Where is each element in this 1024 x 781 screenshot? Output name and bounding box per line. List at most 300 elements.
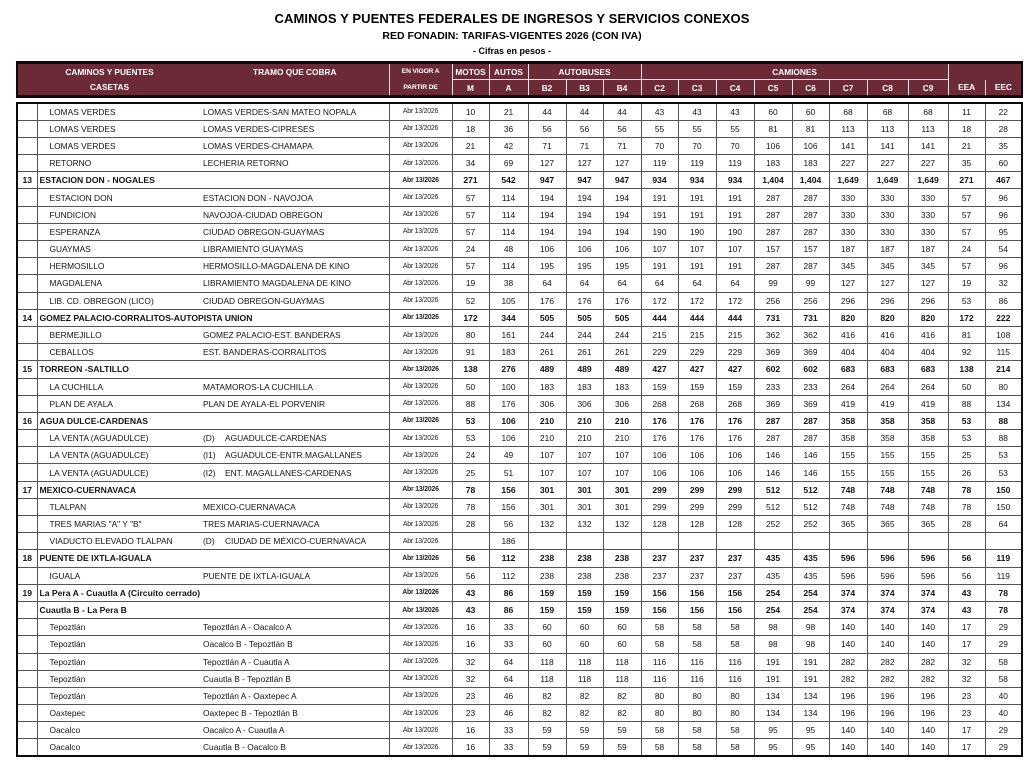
tariff-A: 186 bbox=[489, 533, 528, 550]
tariff-EEA: 17 bbox=[948, 739, 985, 756]
tariff-EEC: 29 bbox=[985, 722, 1022, 739]
tariff-C9: 358 bbox=[908, 412, 948, 429]
tramo-name: ENT. MAGALLANES-CARDENAS bbox=[223, 464, 389, 481]
section-number bbox=[17, 670, 37, 687]
tariff-C9: 683 bbox=[908, 361, 948, 378]
header-caminos-y-puentes: CAMINOS Y PUENTES bbox=[17, 63, 201, 80]
tariff-C3: 55 bbox=[678, 120, 716, 137]
tariff-B4: 159 bbox=[603, 601, 641, 618]
caseta-row bbox=[17, 705, 1022, 722]
caseta-row bbox=[17, 739, 1022, 756]
effective-date: Abr 13/2026 bbox=[389, 636, 452, 653]
caseta-row bbox=[17, 344, 1022, 361]
tariff-C9: 748 bbox=[908, 498, 948, 515]
section-number: 15 bbox=[17, 361, 37, 378]
tariff-B3: 60 bbox=[566, 619, 603, 636]
tariff-C7: 820 bbox=[829, 309, 867, 326]
tariff-B2: 44 bbox=[528, 103, 566, 120]
tariff-C9: 227 bbox=[908, 155, 948, 172]
caseta-name: Tepoztlán bbox=[37, 636, 201, 653]
caseta-name: TLALPAN bbox=[37, 498, 201, 515]
tariff-C4: 215 bbox=[716, 326, 754, 343]
header-eec: EEC bbox=[985, 80, 1022, 97]
caseta-name: Tepoztlán bbox=[37, 619, 201, 636]
tariff-EEA: 53 bbox=[948, 292, 985, 309]
tariff-C3: 80 bbox=[678, 687, 716, 704]
caseta-name: CEBALLOS bbox=[37, 344, 201, 361]
tariff-C5: 99 bbox=[754, 275, 792, 292]
section-row bbox=[17, 309, 1022, 326]
tariff-C9: 140 bbox=[908, 619, 948, 636]
tariff-M: 57 bbox=[452, 189, 489, 206]
tariff-B3: 44 bbox=[566, 103, 603, 120]
section-number bbox=[17, 326, 37, 343]
tariff-C4: 80 bbox=[716, 705, 754, 722]
tariff-B3: 238 bbox=[566, 567, 603, 584]
tariff-B3: 127 bbox=[566, 155, 603, 172]
tariff-C2: 43 bbox=[641, 103, 678, 120]
tariff-B2: 71 bbox=[528, 137, 566, 154]
tariff-A: 105 bbox=[489, 292, 528, 309]
tariff-EEA: 56 bbox=[948, 550, 985, 567]
tariff-C5: 287 bbox=[754, 189, 792, 206]
tariff-C3: 268 bbox=[678, 395, 716, 412]
units-note: - Cifras en pesos - bbox=[472, 46, 552, 56]
tariff-C7: 227 bbox=[829, 155, 867, 172]
caseta-row bbox=[17, 653, 1022, 670]
tariff-C8: 820 bbox=[867, 309, 908, 326]
tariff-B3: 183 bbox=[566, 378, 603, 395]
tariff-C2: 191 bbox=[641, 189, 678, 206]
tariff-C7: 419 bbox=[829, 395, 867, 412]
tariff-B3: 306 bbox=[566, 395, 603, 412]
tariff-B2: 210 bbox=[528, 412, 566, 429]
tariff-C8: 748 bbox=[867, 498, 908, 515]
tariff-C3: 934 bbox=[678, 172, 716, 189]
tariff-C7: 187 bbox=[829, 241, 867, 258]
tariff-B3: 82 bbox=[566, 687, 603, 704]
tariff-B2: 947 bbox=[528, 172, 566, 189]
tariff-B4: 183 bbox=[603, 378, 641, 395]
tariff-EEA: 50 bbox=[948, 378, 985, 395]
tariff-B3: 56 bbox=[566, 120, 603, 137]
caseta-name: LOMAS VERDES bbox=[37, 137, 201, 154]
tariff-C2: 176 bbox=[641, 430, 678, 447]
tariff-EEA: 53 bbox=[948, 412, 985, 429]
tariff-C9: 264 bbox=[908, 378, 948, 395]
section-number: 13 bbox=[17, 172, 37, 189]
tramo-name: Tepoztlán A - Oaxtepec A bbox=[201, 687, 389, 704]
effective-date: Abr 13/2026 bbox=[389, 309, 452, 326]
tariff-B2: 82 bbox=[528, 687, 566, 704]
tramo-name: Oaxtepec B - Tepoztlán B bbox=[201, 705, 389, 722]
tariff-C4: 427 bbox=[716, 361, 754, 378]
caseta-row bbox=[17, 636, 1022, 653]
tariff-C7: 345 bbox=[829, 258, 867, 275]
tariff-C9: 140 bbox=[908, 739, 948, 756]
caseta-name: Oaxtepec bbox=[37, 705, 201, 722]
tariff-EEA: 138 bbox=[948, 361, 985, 378]
section-title: TORREON -SALTILLO bbox=[37, 361, 389, 378]
tariff-EEC: 53 bbox=[985, 447, 1022, 464]
tariff-EEA: 81 bbox=[948, 326, 985, 343]
tariff-EEC: 29 bbox=[985, 739, 1022, 756]
tariff-C2: 64 bbox=[641, 275, 678, 292]
tariff-C4: 80 bbox=[716, 687, 754, 704]
tariff-C4: 107 bbox=[716, 241, 754, 258]
tariff-C7: 155 bbox=[829, 464, 867, 481]
tariff-C4: 176 bbox=[716, 430, 754, 447]
section-number bbox=[17, 567, 37, 584]
tariff-C9: 416 bbox=[908, 326, 948, 343]
tariff-M: 57 bbox=[452, 223, 489, 240]
tariff-C8: 196 bbox=[867, 687, 908, 704]
tariff-M: 52 bbox=[452, 292, 489, 309]
tariff-M: 28 bbox=[452, 516, 489, 533]
tariff-C7: 404 bbox=[829, 344, 867, 361]
tramo-name: Oacalco B - Tepoztlán B bbox=[201, 636, 389, 653]
tariff-C3: 64 bbox=[678, 275, 716, 292]
tariff-B3: 107 bbox=[566, 447, 603, 464]
tariff-B2: 261 bbox=[528, 344, 566, 361]
tariff-C7: 365 bbox=[829, 516, 867, 533]
tariff-C2: 58 bbox=[641, 739, 678, 756]
tariff-EEA bbox=[948, 533, 985, 550]
section-number bbox=[17, 705, 37, 722]
tramo-name: MEXICO-CUERNAVACA bbox=[201, 498, 389, 515]
tariff-C8: 140 bbox=[867, 722, 908, 739]
tariff-C9: 596 bbox=[908, 567, 948, 584]
tariff-C2: 107 bbox=[641, 241, 678, 258]
section-row bbox=[17, 481, 1022, 498]
tariff-A: 38 bbox=[489, 275, 528, 292]
tariff-EEC: 35 bbox=[985, 137, 1022, 154]
tariff-B3: 60 bbox=[566, 636, 603, 653]
section-number bbox=[17, 241, 37, 258]
tariff-EEC: 54 bbox=[985, 241, 1022, 258]
tariff-C9: 404 bbox=[908, 344, 948, 361]
header-c5: C5 bbox=[754, 80, 792, 97]
tariff-EEA: 23 bbox=[948, 705, 985, 722]
tariff-B3: 118 bbox=[566, 670, 603, 687]
tariff-B4: 106 bbox=[603, 241, 641, 258]
tariff-C4: 191 bbox=[716, 258, 754, 275]
tariff-B3: 159 bbox=[566, 584, 603, 601]
tariff-C9: 296 bbox=[908, 292, 948, 309]
tramo-name: GOMEZ PALACIO-EST. BANDERAS bbox=[201, 326, 389, 343]
tariff-C7: 155 bbox=[829, 447, 867, 464]
tariff-A: 114 bbox=[489, 223, 528, 240]
header-blank bbox=[948, 63, 1022, 80]
tariff-C3: 116 bbox=[678, 653, 716, 670]
tariff-B2: 306 bbox=[528, 395, 566, 412]
tariff-C2: 80 bbox=[641, 687, 678, 704]
tariff-C4: 190 bbox=[716, 223, 754, 240]
tariff-M: 50 bbox=[452, 378, 489, 395]
effective-date: Abr 13/2026 bbox=[389, 481, 452, 498]
tariff-B4: 107 bbox=[603, 447, 641, 464]
tariff-B4: 301 bbox=[603, 481, 641, 498]
tariff-EEC: 78 bbox=[985, 601, 1022, 618]
tariff-C6: 99 bbox=[792, 275, 829, 292]
effective-date: Abr 13/2026 bbox=[389, 155, 452, 172]
tariff-B4: 194 bbox=[603, 206, 641, 223]
tariff-B2: 238 bbox=[528, 550, 566, 567]
tariff-C2: 119 bbox=[641, 155, 678, 172]
tariff-A: 48 bbox=[489, 241, 528, 258]
tariff-C3: 191 bbox=[678, 206, 716, 223]
tariff-C7: 330 bbox=[829, 206, 867, 223]
section-number bbox=[17, 722, 37, 739]
tramo-name: PLAN DE AYALA-EL PORVENIR bbox=[201, 395, 389, 412]
tramo-name: PUENTE DE IXTLA-IGUALA bbox=[201, 567, 389, 584]
tariff-M bbox=[452, 533, 489, 550]
tariff-C6: 81 bbox=[792, 120, 829, 137]
caseta-row bbox=[17, 206, 1022, 223]
tariff-C9: 419 bbox=[908, 395, 948, 412]
tariff-C9: 330 bbox=[908, 189, 948, 206]
tariff-B4: 210 bbox=[603, 412, 641, 429]
caseta-row bbox=[17, 430, 1022, 447]
tariff-C3: 106 bbox=[678, 464, 716, 481]
tariff-EEA: 78 bbox=[948, 498, 985, 515]
tariff-EEC bbox=[985, 533, 1022, 550]
tariff-EEA: 56 bbox=[948, 567, 985, 584]
tariff-B4 bbox=[603, 533, 641, 550]
tariff-C2: 191 bbox=[641, 258, 678, 275]
tariff-C7: 113 bbox=[829, 120, 867, 137]
tariff-A: 112 bbox=[489, 550, 528, 567]
tariff-C5: 435 bbox=[754, 567, 792, 584]
tariff-C5: 512 bbox=[754, 481, 792, 498]
tariff-EEA: 35 bbox=[948, 155, 985, 172]
tariff-EEA: 17 bbox=[948, 636, 985, 653]
tariff-B4: 107 bbox=[603, 464, 641, 481]
tariff-EEC: 22 bbox=[985, 103, 1022, 120]
caseta-row bbox=[17, 722, 1022, 739]
section-number bbox=[17, 258, 37, 275]
tariff-A: 64 bbox=[489, 670, 528, 687]
tariff-C2: 70 bbox=[641, 137, 678, 154]
tariff-C9: 596 bbox=[908, 550, 948, 567]
tariff-C9: 140 bbox=[908, 722, 948, 739]
tariff-C6: 183 bbox=[792, 155, 829, 172]
section-title: PUENTE DE IXTLA-IGUALA bbox=[37, 550, 389, 567]
tariff-EEA: 78 bbox=[948, 481, 985, 498]
tariff-EEA: 17 bbox=[948, 619, 985, 636]
tariff-C8: 365 bbox=[867, 516, 908, 533]
tariff-C8: 140 bbox=[867, 619, 908, 636]
tramo-name: Oacalco A - Cuautla A bbox=[201, 722, 389, 739]
tariff-C7: 68 bbox=[829, 103, 867, 120]
effective-date: Abr 13/2026 bbox=[389, 687, 452, 704]
tariff-C3: 237 bbox=[678, 550, 716, 567]
tariff-C9: 155 bbox=[908, 447, 948, 464]
caseta-row bbox=[17, 292, 1022, 309]
header-c3: C3 bbox=[678, 80, 716, 97]
tariff-table-header bbox=[16, 61, 1023, 98]
section-row bbox=[17, 601, 1022, 618]
tariff-C2: 191 bbox=[641, 206, 678, 223]
tariff-C6: 98 bbox=[792, 619, 829, 636]
tariff-C3: 156 bbox=[678, 601, 716, 618]
tariff-EEA: 21 bbox=[948, 137, 985, 154]
caseta-row bbox=[17, 378, 1022, 395]
tariff-EEC: 108 bbox=[985, 326, 1022, 343]
tariff-M: 57 bbox=[452, 206, 489, 223]
tariff-C7: 196 bbox=[829, 705, 867, 722]
tariff-C6: 512 bbox=[792, 498, 829, 515]
tramo-name: MATAMOROS-LA CUCHILLA bbox=[201, 378, 389, 395]
tariff-C6: 287 bbox=[792, 412, 829, 429]
tariff-B2: 301 bbox=[528, 498, 566, 515]
effective-date: Abr 13/2026 bbox=[389, 326, 452, 343]
tariff-EEA: 57 bbox=[948, 223, 985, 240]
tariff-B4: 244 bbox=[603, 326, 641, 343]
tariff-M: 91 bbox=[452, 344, 489, 361]
tariff-C5: 287 bbox=[754, 412, 792, 429]
header-b3: B3 bbox=[566, 80, 603, 97]
tramo-name: LOMAS VERDES-SAN MATEO NOPALA bbox=[201, 103, 389, 120]
tramo-name: NAVOJOA-CIUDAD OBREGON bbox=[201, 206, 389, 223]
caseta-name: LOMAS VERDES bbox=[37, 103, 201, 120]
tariff-A: 51 bbox=[489, 464, 528, 481]
tariff-B3: 244 bbox=[566, 326, 603, 343]
section-number: 14 bbox=[17, 309, 37, 326]
tariff-C4: 106 bbox=[716, 447, 754, 464]
caseta-name: Tepoztlán bbox=[37, 670, 201, 687]
caseta-name: LA CUCHILLA bbox=[37, 378, 201, 395]
section-number bbox=[17, 120, 37, 137]
tramo-name: HERMOSILLO-MAGDALENA DE KINO bbox=[201, 258, 389, 275]
tariff-C5: 157 bbox=[754, 241, 792, 258]
tariff-B2: 127 bbox=[528, 155, 566, 172]
tariff-C3: 190 bbox=[678, 223, 716, 240]
tariff-C9: 141 bbox=[908, 137, 948, 154]
caseta-row bbox=[17, 223, 1022, 240]
tariff-M: 56 bbox=[452, 550, 489, 567]
tariff-B2: 107 bbox=[528, 447, 566, 464]
tariff-C4: 58 bbox=[716, 739, 754, 756]
tariff-M: 10 bbox=[452, 103, 489, 120]
tariff-EEC: 96 bbox=[985, 258, 1022, 275]
tariff-C6: 287 bbox=[792, 223, 829, 240]
tariff-A: 86 bbox=[489, 584, 528, 601]
tramo-name: CIUDAD DE MÉXICO-CUERNAVACA bbox=[223, 533, 389, 550]
tariff-C9: 330 bbox=[908, 206, 948, 223]
tariff-C7: 358 bbox=[829, 430, 867, 447]
tariff-B2: 159 bbox=[528, 601, 566, 618]
effective-date: Abr 13/2026 bbox=[389, 567, 452, 584]
tariff-B2: 132 bbox=[528, 516, 566, 533]
tariff-A: 156 bbox=[489, 498, 528, 515]
tariff-C4: 119 bbox=[716, 155, 754, 172]
section-row bbox=[17, 584, 1022, 601]
tariff-C4: 156 bbox=[716, 601, 754, 618]
tariff-C2: 427 bbox=[641, 361, 678, 378]
tariff-C9: 748 bbox=[908, 481, 948, 498]
caseta-row bbox=[17, 326, 1022, 343]
tariff-C9: 113 bbox=[908, 120, 948, 137]
tariff-B2: 176 bbox=[528, 292, 566, 309]
tariff-EEC: 134 bbox=[985, 395, 1022, 412]
section-number bbox=[17, 516, 37, 533]
tariff-A: 344 bbox=[489, 309, 528, 326]
tariff-A: 100 bbox=[489, 378, 528, 395]
tariff-M: 78 bbox=[452, 498, 489, 515]
tramo-name: LIBRAMIENTO MAGDALENA DE KINO bbox=[201, 275, 389, 292]
tariff-C7: 374 bbox=[829, 601, 867, 618]
tariff-B4: 60 bbox=[603, 619, 641, 636]
tariff-C6 bbox=[792, 533, 829, 550]
tariff-B4: 44 bbox=[603, 103, 641, 120]
tariff-A: 276 bbox=[489, 361, 528, 378]
section-number bbox=[17, 189, 37, 206]
tariff-B4: 195 bbox=[603, 258, 641, 275]
tariff-C8: 330 bbox=[867, 206, 908, 223]
tariff-C7: 683 bbox=[829, 361, 867, 378]
caseta-row bbox=[17, 619, 1022, 636]
section-number bbox=[17, 739, 37, 756]
tariff-EEA: 11 bbox=[948, 103, 985, 120]
caseta-name: PLAN DE AYALA bbox=[37, 395, 201, 412]
tariff-EEC: 119 bbox=[985, 567, 1022, 584]
tariff-C4: 106 bbox=[716, 464, 754, 481]
tariff-B3: 301 bbox=[566, 481, 603, 498]
tariff-C6: 602 bbox=[792, 361, 829, 378]
tariff-C6: 369 bbox=[792, 344, 829, 361]
caseta-name: GUAYMAS bbox=[37, 241, 201, 258]
tariff-C5: 134 bbox=[754, 687, 792, 704]
section-number bbox=[17, 653, 37, 670]
tariff-M: 16 bbox=[452, 636, 489, 653]
tariff-C3: 444 bbox=[678, 309, 716, 326]
effective-date: Abr 13/2026 bbox=[389, 584, 452, 601]
tariff-EEA: 271 bbox=[948, 172, 985, 189]
tariff-C4: 934 bbox=[716, 172, 754, 189]
tariff-C6: 287 bbox=[792, 430, 829, 447]
tariff-A: 183 bbox=[489, 344, 528, 361]
section-number bbox=[17, 636, 37, 653]
tariff-B2: 64 bbox=[528, 275, 566, 292]
tariff-A: 46 bbox=[489, 705, 528, 722]
tariff-M: 43 bbox=[452, 601, 489, 618]
effective-date: Abr 13/2026 bbox=[389, 275, 452, 292]
tariff-C9 bbox=[908, 533, 948, 550]
tariff-EEC: 222 bbox=[985, 309, 1022, 326]
tariff-EEC: 58 bbox=[985, 653, 1022, 670]
tariff-A: 33 bbox=[489, 636, 528, 653]
document-subtitle: RED FONADIN: TARIFAS-VIGENTES 2026 (CON IVA) bbox=[382, 30, 642, 42]
tariff-C6: 157 bbox=[792, 241, 829, 258]
effective-date: Abr 13/2026 bbox=[389, 103, 452, 120]
section-number bbox=[17, 344, 37, 361]
section-row bbox=[17, 172, 1022, 189]
tariff-M: 18 bbox=[452, 120, 489, 137]
title-block bbox=[0, 0, 1024, 56]
tariff-A: 176 bbox=[489, 395, 528, 412]
caseta-name: IGUALA bbox=[37, 567, 201, 584]
tariff-EEA: 43 bbox=[948, 584, 985, 601]
tariff-C5: 731 bbox=[754, 309, 792, 326]
tariff-C9: 374 bbox=[908, 584, 948, 601]
tariff-C3: 58 bbox=[678, 739, 716, 756]
tariff-C5: 362 bbox=[754, 326, 792, 343]
tariff-B4: 118 bbox=[603, 653, 641, 670]
tariff-B3: 71 bbox=[566, 137, 603, 154]
section-number bbox=[17, 533, 37, 550]
caseta-row bbox=[17, 447, 1022, 464]
